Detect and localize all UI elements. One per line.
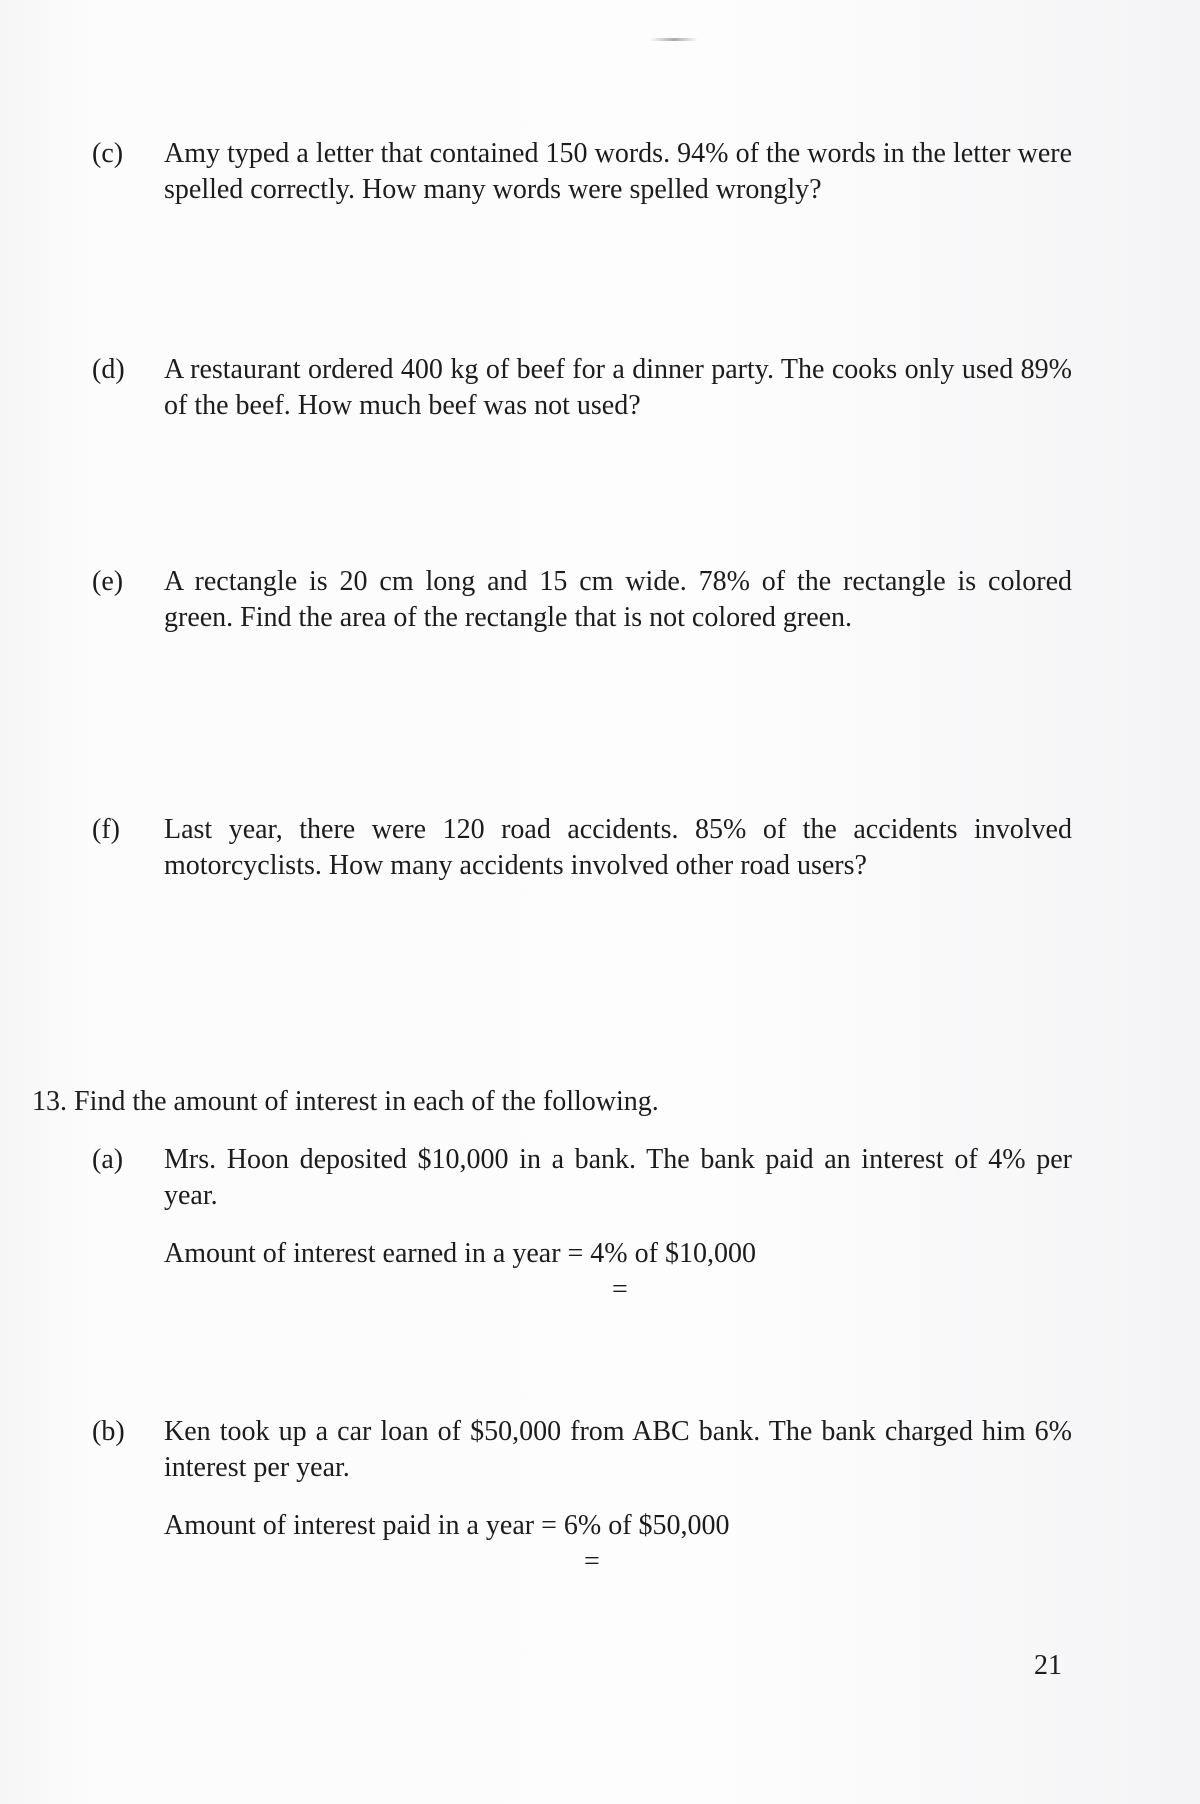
question-12c	[92, 136, 1072, 208]
page-number: 21	[1034, 1650, 1062, 1681]
working-line-13b: Amount of interest paid in a year = 6% of $50,000	[164, 1510, 730, 1541]
question-label: (b)	[92, 1416, 125, 1447]
question-text: A restaurant ordered 400 kg of beef for a dinner party. The cooks only used 89% of the beef. How much beef was not used?	[164, 354, 1072, 421]
answer-equals-13b: =	[584, 1546, 600, 1577]
question-text: A rectangle is 20 cm long and 15 cm wide. 78% of the rectangle is colored green. Find the area of the rectangle that is not colored green.	[164, 566, 1072, 633]
question-12f	[92, 812, 1072, 884]
question-label: (c)	[92, 138, 124, 169]
working-line-13a: Amount of interest earned in a year = 4% of $10,000	[164, 1238, 756, 1269]
question-label: (a)	[92, 1144, 124, 1175]
question-12d	[92, 352, 1072, 424]
question-text: Last year, there were 120 road accidents. 85% of the accidents involved motorcyclists. How many accidents involved other road users?	[164, 814, 1072, 881]
question-13b	[92, 1414, 1072, 1486]
question-text: Ken took up a car loan of $50,000 from ABC bank. The bank charged him 6% interest per year.	[164, 1416, 1072, 1483]
question-text: Mrs. Hoon deposited $10,000 in a bank. The bank paid an interest of 4% per year.	[164, 1144, 1072, 1211]
answer-equals-13a: =	[612, 1274, 628, 1305]
question-label: (f)	[92, 814, 120, 845]
smudge-mark	[650, 38, 698, 41]
question-13-title: 13. Find the amount of interest in each of the following.	[32, 1086, 659, 1117]
question-label: (d)	[92, 354, 125, 385]
question-label: (e)	[92, 566, 124, 597]
question-text: Amy typed a letter that contained 150 words. 94% of the words in the letter were spelled correctly. How many words were spelled wrongly?	[164, 138, 1072, 205]
question-12e	[92, 564, 1072, 636]
question-13a	[92, 1142, 1072, 1214]
